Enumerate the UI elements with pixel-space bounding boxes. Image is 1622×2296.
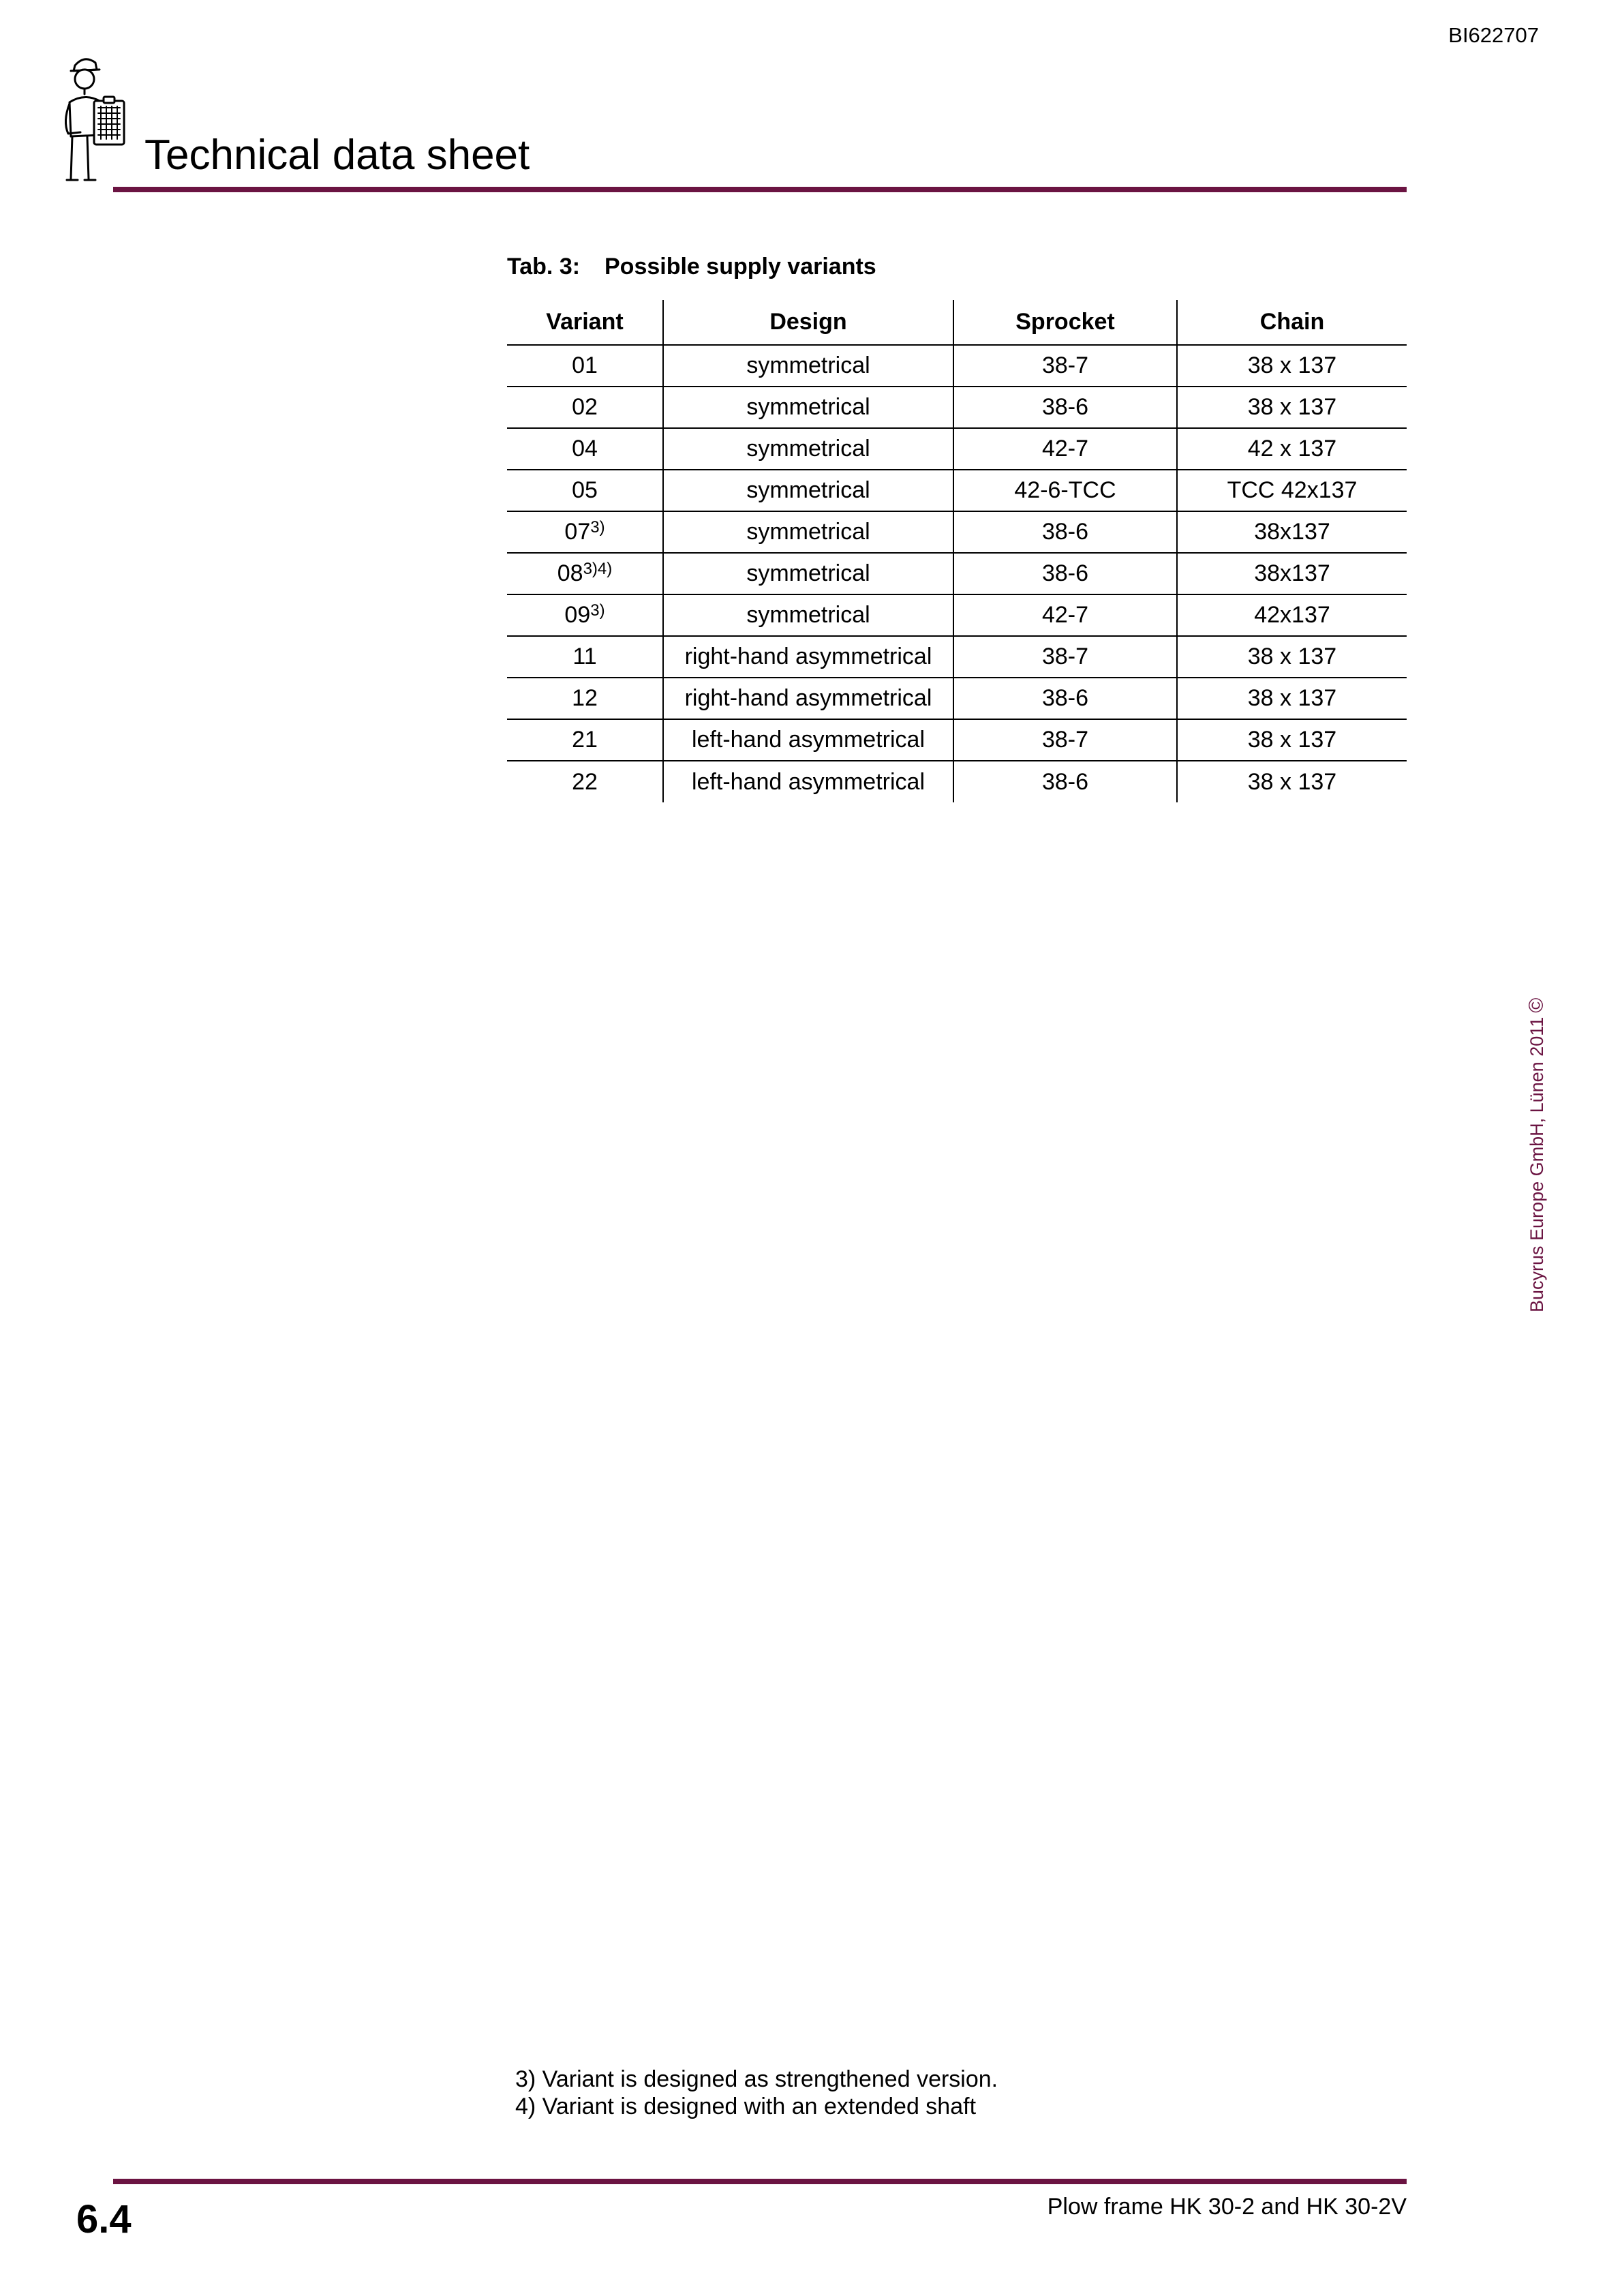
design-cell: symmetrical <box>663 345 953 387</box>
chain-cell: 38 x 137 <box>1177 636 1407 678</box>
supply-variants-table <box>507 300 1407 802</box>
footer-document-title: Plow frame HK 30-2 and HK 30-2V <box>1047 2194 1407 2220</box>
variant-cell <box>507 636 663 678</box>
table-caption-number: Tab. 3: <box>507 254 581 280</box>
variant-cell <box>507 761 663 802</box>
variant-footnote-ref: 3) <box>590 601 605 620</box>
sprocket-cell: 38-6 <box>953 511 1177 553</box>
footer-rule <box>113 2179 1407 2184</box>
chain-cell: 38 x 137 <box>1177 387 1407 428</box>
design-cell: right-hand asymmetrical <box>663 636 953 678</box>
variant-number: 01 <box>572 352 598 378</box>
variant-footnote-ref: 3) <box>590 518 605 537</box>
page-title: Technical data sheet <box>144 132 530 179</box>
chain-cell: TCC 42x137 <box>1177 470 1407 511</box>
sprocket-cell: 42-6-TCC <box>953 470 1177 511</box>
chain-cell: 38 x 137 <box>1177 719 1407 761</box>
table-row <box>507 511 1407 553</box>
design-cell: left-hand asymmetrical <box>663 719 953 761</box>
design-cell: symmetrical <box>663 553 953 594</box>
header-rule <box>113 187 1407 192</box>
table-row <box>507 719 1407 761</box>
sprocket-cell: 42-7 <box>953 594 1177 636</box>
sprocket-cell: 42-7 <box>953 428 1177 470</box>
sprocket-cell: 38-6 <box>953 761 1177 802</box>
variant-number: 21 <box>572 727 598 753</box>
variant-number: 07 <box>564 519 591 545</box>
variant-number: 08 <box>557 560 583 586</box>
design-cell: symmetrical <box>663 594 953 636</box>
table-caption <box>507 254 876 280</box>
table-row <box>507 428 1407 470</box>
technician-with-clipboard-icon <box>57 53 134 183</box>
table-row <box>507 345 1407 387</box>
table-row <box>507 553 1407 594</box>
column-header-variant: Variant <box>507 300 663 345</box>
table-row <box>507 636 1407 678</box>
table-row <box>507 387 1407 428</box>
copyright-notice <box>1525 998 1548 1312</box>
design-cell: symmetrical <box>663 428 953 470</box>
copyright-icon: © <box>1525 997 1548 1013</box>
variant-number: 05 <box>572 477 598 503</box>
chain-cell: 38 x 137 <box>1177 345 1407 387</box>
variant-number: 02 <box>572 394 598 420</box>
sprocket-cell: 38-6 <box>953 553 1177 594</box>
design-cell: symmetrical <box>663 387 953 428</box>
chain-cell: 42 x 137 <box>1177 428 1407 470</box>
sprocket-cell: 38-6 <box>953 387 1177 428</box>
sprocket-cell: 38-7 <box>953 719 1177 761</box>
table-row <box>507 761 1407 802</box>
table-row <box>507 678 1407 719</box>
sprocket-cell: 38-7 <box>953 345 1177 387</box>
variant-number: 12 <box>572 685 598 711</box>
chain-cell: 38x137 <box>1177 553 1407 594</box>
design-cell: symmetrical <box>663 470 953 511</box>
table-row <box>507 470 1407 511</box>
design-cell: symmetrical <box>663 511 953 553</box>
variant-cell <box>507 511 663 553</box>
variant-cell <box>507 678 663 719</box>
column-header-chain: Chain <box>1177 300 1407 345</box>
chain-cell: 38x137 <box>1177 511 1407 553</box>
copyright-text: Bucyrus Europe GmbH, Lünen 2011 <box>1527 1016 1547 1312</box>
sprocket-cell: 38-6 <box>953 678 1177 719</box>
variant-number: 04 <box>572 436 598 462</box>
variant-cell <box>507 553 663 594</box>
table-row <box>507 594 1407 636</box>
variant-cell <box>507 428 663 470</box>
variant-number: 11 <box>572 644 597 669</box>
variant-cell <box>507 470 663 511</box>
footnote: 3) Variant is designed as strengthened version. <box>515 2066 998 2092</box>
variant-cell <box>507 719 663 761</box>
variant-cell <box>507 345 663 387</box>
column-header-design: Design <box>663 300 953 345</box>
variant-cell <box>507 594 663 636</box>
sprocket-cell: 38-7 <box>953 636 1177 678</box>
variant-cell <box>507 387 663 428</box>
column-header-sprocket: Sprocket <box>953 300 1177 345</box>
table-header-row <box>507 300 1407 345</box>
chain-cell: 42x137 <box>1177 594 1407 636</box>
chain-cell: 38 x 137 <box>1177 678 1407 719</box>
page-number: 6.4 <box>76 2197 132 2241</box>
variant-number: 22 <box>572 768 598 795</box>
table-caption-text: Possible supply variants <box>605 254 876 280</box>
design-cell: right-hand asymmetrical <box>663 678 953 719</box>
document-id: BI622707 <box>1448 23 1539 47</box>
footnote: 4) Variant is designed with an extended shaft <box>515 2094 977 2119</box>
variant-footnote-ref: 3)4) <box>583 560 613 578</box>
variant-number: 09 <box>564 602 591 628</box>
footnotes <box>515 2066 998 2120</box>
design-cell: left-hand asymmetrical <box>663 761 953 802</box>
chain-cell: 38 x 137 <box>1177 761 1407 802</box>
